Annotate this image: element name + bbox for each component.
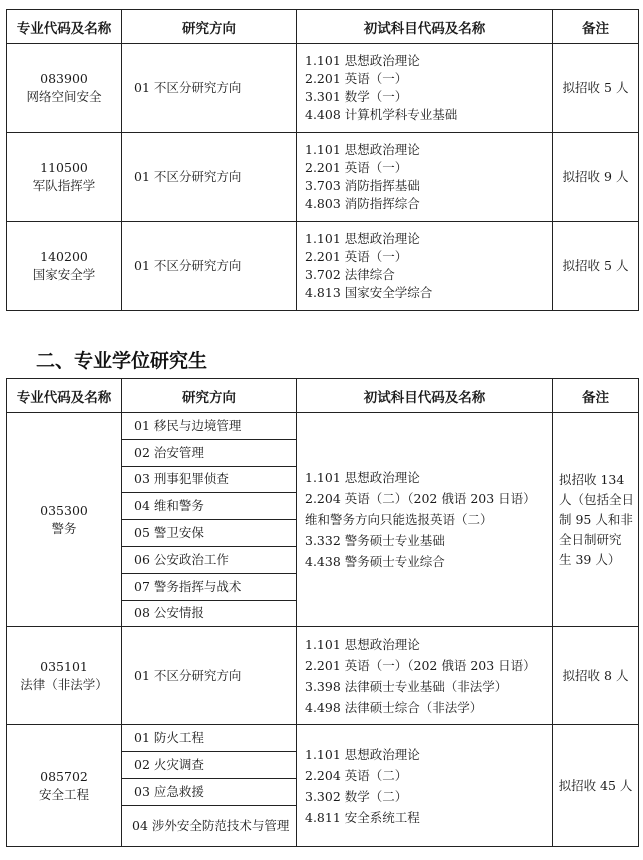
direction-cell: 04 维和警务 — [122, 493, 297, 520]
subject-line: 3.398 法律硕士专业基础（非法学） — [305, 678, 508, 694]
header-subjects: 初试科目代码及名称 — [297, 379, 553, 413]
major-code: 140200 — [40, 249, 88, 264]
note-cell: 拟招收 5 人 — [553, 222, 639, 311]
table-row — [7, 44, 639, 133]
direction-cell: 02 治安管理 — [122, 439, 297, 466]
subject-line: 3.702 法律综合 — [305, 267, 395, 282]
subject-line: 2.201 英语（一）（202 俄语 203 日语） — [305, 657, 536, 673]
direction-cell: 07 警务指挥与战术 — [122, 573, 297, 600]
subjects-cell — [297, 627, 553, 725]
major-code: 110500 — [40, 160, 88, 175]
note-cell: 拟招收 9 人 — [553, 133, 639, 222]
major-cell — [7, 44, 122, 133]
subject-line: 3.332 警务硕士专业基础 — [305, 533, 445, 549]
section-title: 二、专业学位研究生 — [36, 350, 208, 372]
note-line: 制 95 人和非 — [559, 511, 633, 527]
direction-cell: 01 移民与边境管理 — [122, 413, 297, 440]
direction-cell: 02 火灾调查 — [122, 752, 297, 779]
major-name: 安全工程 — [38, 786, 89, 802]
header-direction: 研究方向 — [122, 10, 297, 44]
subjects-cell — [297, 44, 553, 133]
subject-line: 3.703 消防指挥基础 — [305, 178, 420, 193]
note-line: 人（包括全日 — [559, 491, 635, 507]
direction-cell: 03 刑事犯罪侦查 — [122, 466, 297, 493]
table-row — [7, 413, 639, 440]
subject-line: 2.204 英语（二）（202 俄语 203 日语） — [305, 491, 536, 507]
subject-line: 4.408 计算机学科专业基础 — [305, 107, 458, 122]
note-cell: 拟招收 5 人 — [553, 44, 639, 133]
subject-line: 4.811 安全系统工程 — [305, 809, 420, 825]
header-direction: 研究方向 — [122, 379, 297, 413]
note-line: 全日制研究 — [559, 531, 622, 547]
subjects-cell — [297, 413, 553, 627]
note-cell: 拟招收 8 人 — [553, 627, 639, 725]
subject-line: 4.813 国家安全学综合 — [305, 285, 433, 300]
header-subjects: 初试科目代码及名称 — [297, 10, 553, 44]
table-row — [7, 133, 639, 222]
subject-line: 3.302 数学（二） — [305, 788, 408, 804]
subject-line: 2.201 英语（一） — [305, 71, 408, 86]
subjects-cell — [297, 725, 553, 846]
major-cell — [7, 413, 122, 627]
table-row — [7, 627, 639, 725]
major-code: 083900 — [40, 71, 88, 86]
note-cell: 拟招收 45 人 — [553, 725, 639, 846]
note-cell — [553, 413, 639, 627]
major-cell — [7, 627, 122, 725]
direction-cell: 08 公安情报 — [122, 600, 297, 627]
subject-line: 4.498 法律硕士综合（非法学） — [305, 699, 483, 715]
direction-cell: 06 公安政治工作 — [122, 546, 297, 573]
direction-cell: 01 不区分研究方向 — [122, 44, 297, 133]
header-note: 备注 — [553, 379, 639, 413]
subjects-cell — [297, 133, 553, 222]
subject-line: 2.204 英语（二） — [305, 767, 408, 783]
major-name: 国家安全学 — [32, 267, 96, 282]
note-line: 拟招收 134 — [559, 471, 625, 487]
subject-line: 4.803 消防指挥综合 — [305, 196, 420, 211]
subject-line: 1.101 思想政治理论 — [305, 142, 420, 157]
subject-line: 1.101 思想政治理论 — [305, 53, 420, 68]
academic-degree-table — [6, 9, 639, 311]
table-row — [7, 222, 639, 311]
direction-cell: 01 不区分研究方向 — [122, 222, 297, 311]
direction-cell: 03 应急救援 — [122, 778, 297, 805]
direction-cell: 01 不区分研究方向 — [122, 133, 297, 222]
header-major: 专业代码及名称 — [7, 379, 122, 413]
subject-line: 2.201 英语（一） — [305, 249, 408, 264]
subject-line: 1.101 思想政治理论 — [305, 231, 420, 246]
subject-line: 2.201 英语（一） — [305, 160, 408, 175]
major-name: 警务 — [51, 520, 77, 536]
header-major: 专业代码及名称 — [7, 10, 122, 44]
major-code: 035300 — [40, 502, 88, 518]
major-cell — [7, 133, 122, 222]
subjects-cell — [297, 222, 553, 311]
subject-line: 1.101 思想政治理论 — [305, 636, 420, 652]
major-cell — [7, 725, 122, 846]
major-name: 法律（非法学） — [20, 676, 108, 692]
header-note: 备注 — [553, 10, 639, 44]
direction-cell: 01 防火工程 — [122, 725, 297, 752]
major-cell — [7, 222, 122, 311]
major-name: 网络空间安全 — [26, 89, 102, 104]
note-line: 生 39 人） — [559, 551, 621, 567]
subject-line: 1.101 思想政治理论 — [305, 470, 420, 486]
subject-line: 1.101 思想政治理论 — [305, 746, 420, 762]
major-code: 035101 — [40, 658, 88, 674]
major-name: 军队指挥学 — [32, 178, 96, 193]
table-row — [7, 725, 639, 752]
direction-cell: 01 不区分研究方向 — [122, 627, 297, 725]
direction-cell: 05 警卫安保 — [122, 520, 297, 547]
subject-line: 维和警务方向只能选报英语（二） — [305, 512, 493, 528]
professional-degree-table — [6, 378, 639, 847]
subject-line: 3.301 数学（一） — [305, 89, 408, 104]
major-code: 085702 — [40, 768, 88, 784]
direction-cell: 04 涉外安全防范技术与管理 — [122, 805, 297, 846]
subject-line: 4.438 警务硕士专业综合 — [305, 554, 445, 570]
